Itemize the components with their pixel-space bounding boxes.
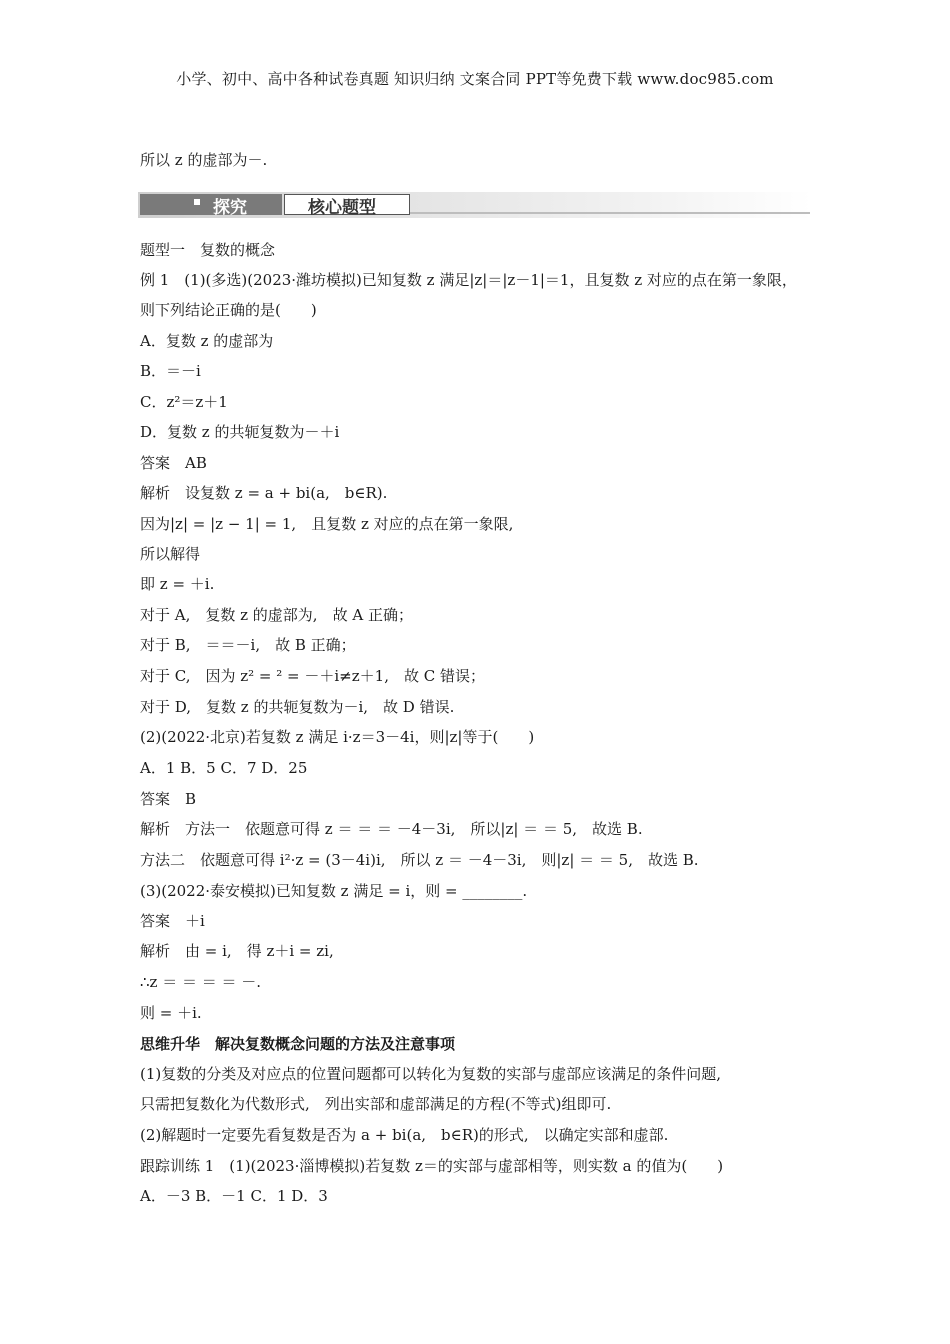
summary-line: 只需把复数化为代数形式, 列出实部和虚部满足的方程(不等式)组即可.	[140, 1095, 612, 1113]
analysis-line: 因为|z| = |z − 1| = 1, 且复数 z 对应的点在第一象限,	[140, 515, 514, 533]
banner-dark-block	[140, 194, 282, 215]
analysis-line: 解析 方法一 依题意可得 z ＝ ＝ ＝ －4－3i, 所以|z| ＝ ＝ 5, 故选 B.	[140, 820, 643, 838]
banner-rule	[410, 212, 810, 214]
analysis-line: 对于 C, 因为 z² = ² = －＋i≠z＋1, 故 C 错误；	[140, 667, 485, 685]
example-question-line: 则下列结论正确的是( )	[140, 301, 317, 319]
page-header: 小学、初中、高中各种试卷真题 知识归纳 文案合同 PPT等免费下载 www.doc985.com	[176, 70, 774, 88]
answer-line: 答案 AB	[140, 454, 207, 472]
analysis-line: 对于 A, 复数 z 的虚部为, 故 A 正确；	[140, 606, 413, 624]
answer-line: 答案 B	[140, 790, 197, 808]
practice-line: 跟踪训练 1 (1)(2023·淄博模拟)若复数 z＝的实部与虚部相等，则实数 a 的值为( )	[140, 1157, 724, 1175]
square-bullet-icon	[194, 199, 200, 205]
summary-heading: 思维升华 解决复数概念问题的方法及注意事项	[140, 1035, 456, 1053]
analysis-line: 对于 D, 复数 z 的共轭复数为－i, 故 D 错误.	[140, 698, 455, 716]
question-line: (2)(2022·北京)若复数 z 满足 i·z＝3－4i，则|z|等于( )	[140, 728, 535, 746]
question-line: (3)(2022·泰安模拟)已知复数 z 满足 = i，则 = ________.	[140, 882, 528, 900]
example-question-line: 例 1 (1)(多选)(2023·潍坊模拟)已知复数 z 满足|z|＝|z－1|＝1，且复数 z 对应的点在第一象限，	[140, 271, 797, 289]
topic-heading: 题型一 复数的概念	[140, 241, 276, 259]
analysis-line: 方法二 依题意可得 i²·z = (3－4i)i, 所以 z ＝ －4－3i, 则|z| ＝ ＝ 5, 故选 B.	[140, 851, 699, 869]
banner-label-explore: 探究	[213, 198, 247, 218]
analysis-line: ∴z ＝ ＝ ＝ ＝ －.	[140, 973, 262, 991]
analysis-line: 所以解得	[140, 545, 201, 563]
option-line: A．1 B．5 C．7 D．25	[140, 759, 308, 777]
intro-line: 所以 z 的虚部为－.	[140, 151, 268, 169]
answer-line: 答案 ＋i	[140, 912, 205, 930]
option-line: B．＝－i	[140, 362, 201, 380]
analysis-line: 即 z = ＋i.	[140, 575, 215, 593]
summary-line: (2)解题时一定要先看复数是否为 a + bi(a, b∈R)的形式, 以确定实部和虚部.	[140, 1126, 669, 1144]
analysis-line: 解析 设复数 z = a + bi(a, b∈R).	[140, 484, 388, 502]
summary-line: (1)复数的分类及对应点的位置问题都可以转化为复数的实部与虚部应该满足的条件问题,	[140, 1065, 722, 1083]
section-banner	[138, 190, 812, 220]
analysis-line: 解析 由 = i, 得 z＋i = zi,	[140, 942, 334, 960]
option-line: A．－3 B．－1 C．1 D．3	[140, 1187, 328, 1205]
option-line: D．复数 z 的共轭复数为－＋i	[140, 423, 340, 441]
option-line: C．z²＝z＋1	[140, 393, 228, 411]
analysis-line: 则 = ＋i.	[140, 1004, 202, 1022]
banner-label-core: 核心题型	[308, 198, 376, 218]
analysis-line: 对于 B, ＝＝－i, 故 B 正确；	[140, 636, 356, 654]
option-line: A．复数 z 的虚部为	[140, 332, 274, 350]
